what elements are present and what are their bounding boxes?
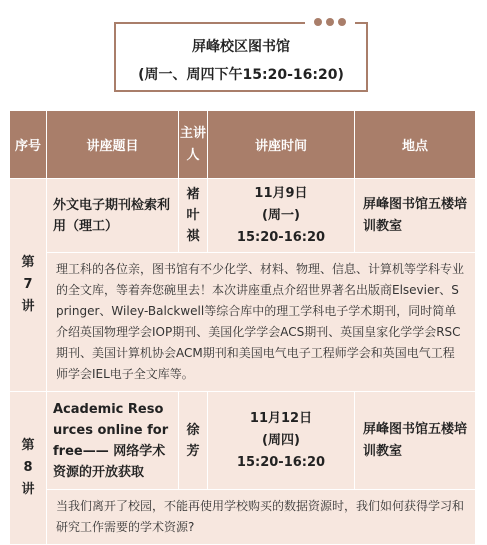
lecture-speaker: 徐芳: [179, 392, 208, 490]
table-header-row: [10, 111, 476, 179]
lecture-weekday: (周四): [262, 432, 300, 448]
header-time: 讲座时间: [208, 111, 355, 179]
header-box: [114, 22, 368, 92]
lecture-speaker: 褚叶祺: [179, 179, 208, 253]
decorative-dots: [305, 13, 355, 31]
header-number: 序号: [10, 111, 47, 179]
header-speaker: 主讲人: [179, 111, 208, 179]
table-row: [10, 392, 476, 490]
lecture-topic: Academic Resources online for free—— 网络学术资源的开放获取: [47, 392, 179, 490]
lecture-place: 屏峰图书馆五楼培训教室: [355, 392, 476, 490]
lecture-description: 当我们离开了校园，不能再使用学校购买的数据资源时，我们如何获得学习和研究工作需要的学术资源?: [47, 490, 476, 545]
lecture-topic: 外文电子期刊检索利用（理工）: [47, 179, 179, 253]
lecture-number: 第8讲: [10, 392, 47, 545]
lecture-date: 11月9日: [254, 185, 308, 201]
dot-icon: [338, 18, 346, 26]
dot-icon: [314, 18, 322, 26]
header-topic: 讲座题目: [47, 111, 179, 179]
table-row: [10, 179, 476, 253]
header-place: 地点: [355, 111, 476, 179]
schedule-subtitle: (周一、周四下午15:20-16:20): [138, 67, 344, 83]
table-row: [10, 253, 476, 392]
lecture-time: [208, 179, 355, 253]
dot-icon: [326, 18, 334, 26]
lecture-time: [208, 392, 355, 490]
lecture-weekday: (周一): [262, 207, 300, 223]
lecture-description: 理工科的各位亲，图书馆有不少化学、材料、物理、信息、计算机等学科专业的全文库，等着奔您碗里去！本次讲座重点介绍世界著名出版商Elsevier、Springer、Wiley-Balckwell等综合库中的理工学科电子学术期刊，同时简单介绍英国物理学会IOP期刊、美国化学学会ACS期刊、英国皇家化学学会RSC期刊、美国计算机协会ACM期刊和美国电气电子工程师学会和英国电气工程师学会IEL电子全文库等。: [47, 253, 476, 392]
lecture-place: 屏峰图书馆五楼培训教室: [355, 179, 476, 253]
lecture-schedule-table: [9, 110, 476, 545]
lecture-hours: 15:20-16:20: [236, 454, 326, 470]
lecture-date: 11月12日: [249, 410, 313, 426]
library-title: 屏峰校区图书馆: [192, 39, 290, 55]
lecture-number: 第7讲: [10, 179, 47, 392]
table-row: [10, 490, 476, 545]
lecture-hours: 15:20-16:20: [236, 229, 326, 245]
